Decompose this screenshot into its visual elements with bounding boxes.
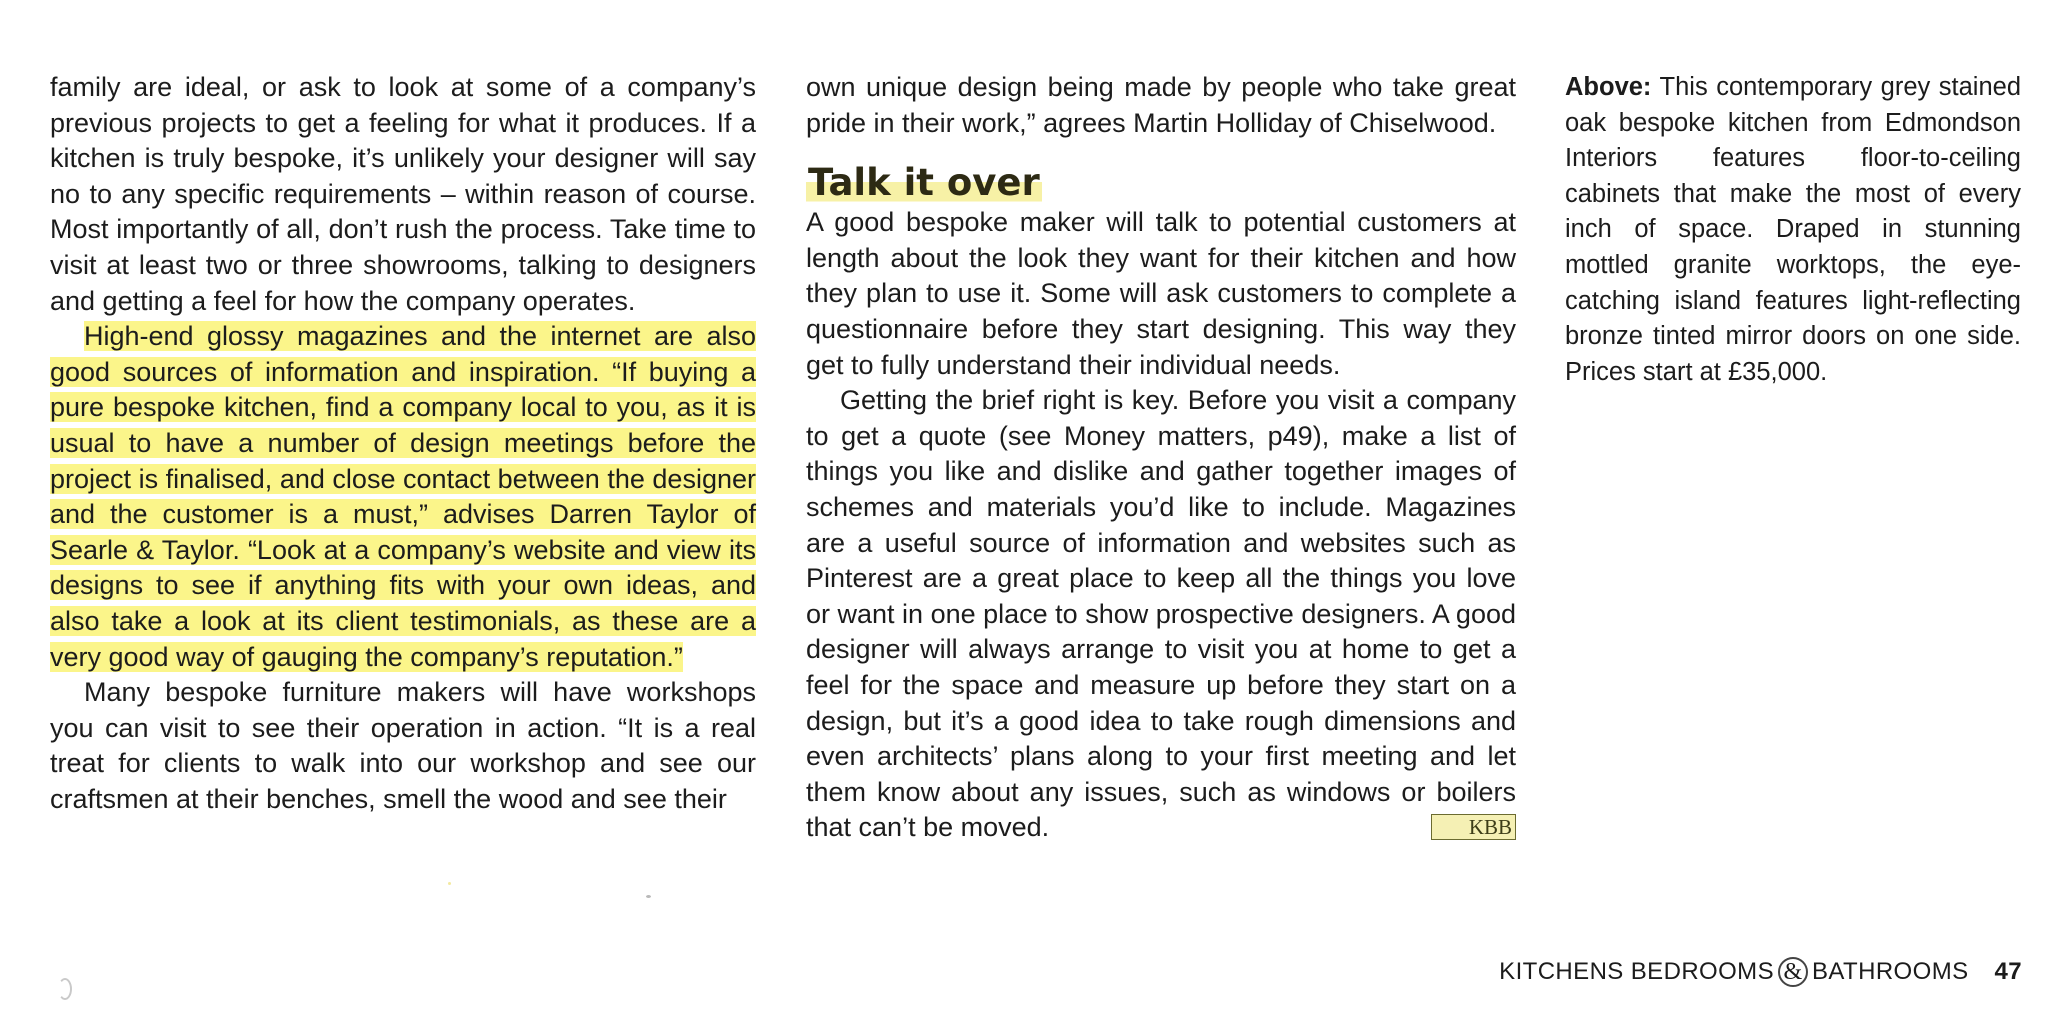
body-text: Getting the brief right is key. Before you visit a company to get a quote (see Money matters, p49), make a list of things you like and dislike and gather together images of schemes and materials you’d like to include. Magazines are a useful source of information and websites such as Pinterest are a great place to keep all the things you love or want in one place to show prospective designers. A good designer will always arrange to visit you at home to get a feel for the space and measure up before they start on a design, but it’s a good idea to take rough dimensions and even architects’ plans along to your first meeting and let them know about any issues, such as windows or boilers that can’t be moved. <box>806 385 1516 843</box>
body-paragraph <box>806 383 1516 846</box>
article-column-1 <box>50 70 756 817</box>
page-number: 47 <box>1994 958 2022 985</box>
page-footer <box>1499 957 2022 987</box>
article-column-2 <box>806 70 1516 846</box>
ampersand-logo: & <box>1778 957 1808 987</box>
magazine-name-part2: BATHROOMS <box>1812 958 1969 985</box>
text-highlight: High-end glossy magazines and the internet are also good sources of information and inspiration. “If buying a pure bespoke kitchen, find a company local to you, as it is usual to have a number of design meetings before the project is finalised, and close contact between the designer and the customer is a must,” advises Darren Taylor of Searle & Taylor. “Look at a company’s website and view its designs to see if anything fits with your own ideas, and also take a look at its client testimonials, as these are a very good way of gauging the company’s reputation.” <box>50 321 756 672</box>
highlighted-paragraph <box>50 319 756 675</box>
photo-caption <box>1565 70 2021 390</box>
caption-text: This contemporary grey stained oak bespoke kitchen from Edmondson Interiors features floor-to-ceiling cabinets that make the most of every inch of space. Draped in stunning mottled granite worktops, the eye-catching island features light-reflecting bronze tinted mirror doors on one side. Prices start at £35,000. <box>1565 73 2022 386</box>
section-heading: Talk it over <box>808 161 1040 205</box>
caption-label: Above: <box>1565 73 1652 101</box>
body-paragraph: A good bespoke maker will talk to potential customers at length about the look they want for their kitchen and how they plan to use it. Some will ask customers to complete a questionnaire before they start designing. This way they get to fully understand their individual needs. <box>806 207 1516 380</box>
body-paragraph: family are ideal, or ask to look at some of a company’s previous projects to get a feeling for what it produces. If a kitchen is truly bespoke, it’s unlikely your designer will say no to any specific requirements – within reason of course. Most importantly of all, don’t rush the process. Take time to visit at least two or three showrooms, talking to designers and getting a feel for how the company operates. <box>50 72 756 316</box>
body-paragraph: own unique design being made by people who take great pride in their work,” agrees Martin Holliday of Chiselwood. <box>806 72 1516 138</box>
end-mark-logo: KBB <box>1431 814 1516 840</box>
print-speck <box>646 895 651 898</box>
body-paragraph: Many bespoke furniture makers will have workshops you can visit to see their operation in action. “It is a real treat for clients to walk into our workshop and see our craftsmen at their benches, smell the wood and see their <box>50 677 756 814</box>
print-speck <box>448 882 451 885</box>
magazine-name-part1: KITCHENS BEDROOMS <box>1499 958 1774 985</box>
print-speck <box>58 978 72 1000</box>
